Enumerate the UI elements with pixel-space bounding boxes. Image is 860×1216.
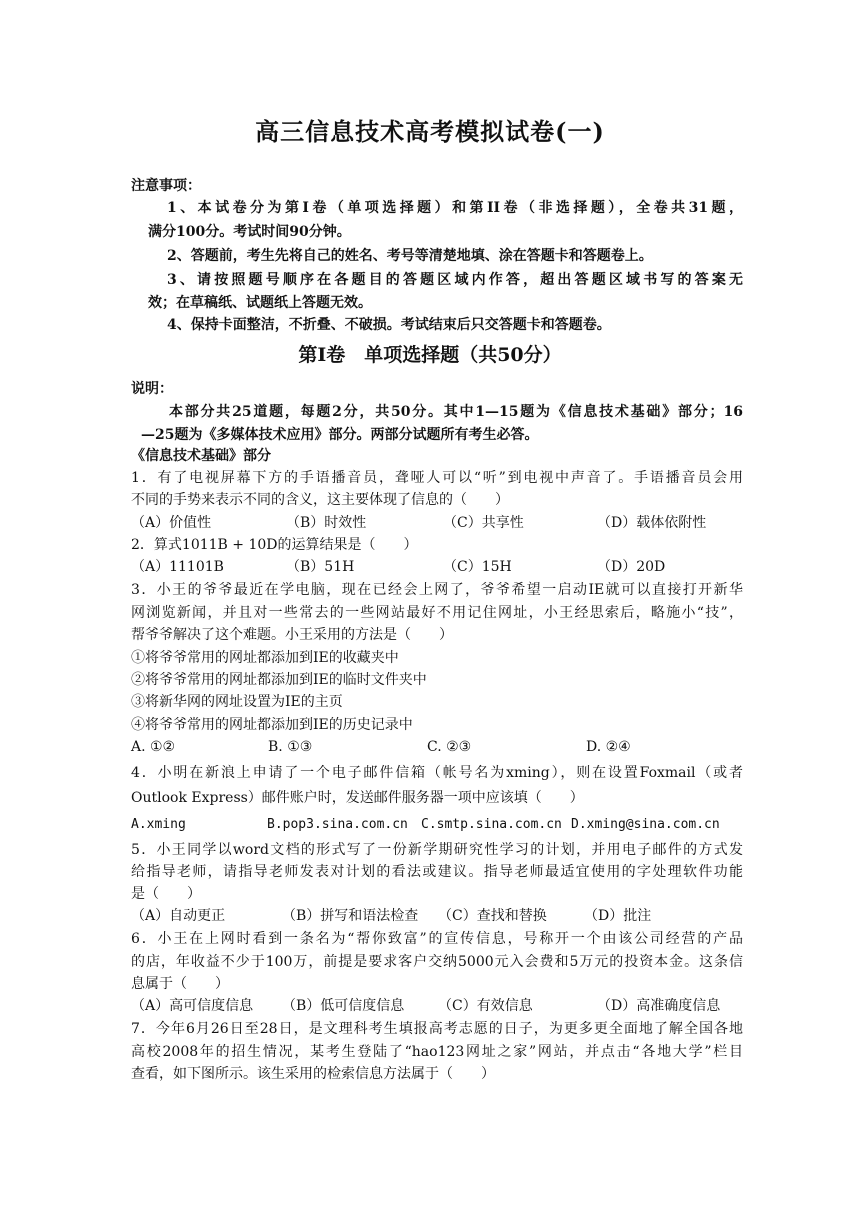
section-heading: 第Ⅰ卷 单项选择题（共50分） <box>298 344 562 366</box>
notice-item-3-line-2: 效；在草稿纸、试题纸上答题无效。 <box>148 295 372 311</box>
question-6-line-3: 息属于（ ） <box>131 976 229 992</box>
question-6-line-2: 的店，年收益不少于100万，前提是要求客户交纳5000元入会费和5万元的投资本金。这条信 <box>131 954 743 970</box>
question-4-line-1: 4．小明在新浪上申请了一个电子邮件信箱（帐号名为xming），则在设置Foxmail（或者 <box>131 765 743 781</box>
option-a[interactable]: A.xming <box>131 817 186 832</box>
explain-label: 说明： <box>131 381 173 397</box>
option-c[interactable]: （C）查找和替换 <box>438 908 547 924</box>
option-b[interactable]: （B）拼写和语法检查 <box>282 908 419 924</box>
page-title: 高三信息技术高考模拟试卷(一) <box>255 117 605 146</box>
explain-line-2: —25题为《多媒体技术应用》部分。两部分试题所有考生必答。 <box>141 427 539 443</box>
option-b[interactable]: （B）时效性 <box>286 515 367 531</box>
option-a[interactable]: A. ①② <box>131 739 176 755</box>
option-a[interactable]: （A）11101B <box>131 559 224 575</box>
option-d[interactable]: D.xming@sina.com.cn <box>571 817 720 832</box>
notice-item-1-line-1: 1、本试卷分为第Ⅰ卷（单项选择题）和第II卷（非选择题），全卷共31题， <box>167 200 743 216</box>
option-d[interactable]: （D）高准确度信息 <box>597 998 721 1014</box>
notice-item-1-line-2: 满分100分。考试时间90分钟。 <box>148 224 351 240</box>
option-d[interactable]: D. ②④ <box>586 739 631 755</box>
notice-item-3-line-1: 3、请按照题号顺序在各题目的答题区域内作答，超出答题区域书写的答案无 <box>167 272 743 288</box>
option-d[interactable]: （D）20D <box>597 559 666 575</box>
question-7-line-2: 高校2008年的招生情况，某考生登陆了“hao123网址之家”网站，并点击“各地大学”栏目 <box>131 1044 743 1060</box>
option-d[interactable]: （D）批注 <box>584 908 652 924</box>
option-b[interactable]: （B）51H <box>286 559 355 575</box>
part-label: 《信息技术基础》部分 <box>131 448 271 464</box>
explain-line-1: 本部分共25道题，每题2分，共50分。其中1—15题为《信息技术基础》部分；16 <box>169 404 743 420</box>
question-7-line-3: 查看，如下图所示。该生采用的检索信息方法属于（ ） <box>131 1066 495 1082</box>
option-c[interactable]: （C）15H <box>443 559 512 575</box>
question-3-line-3: 帮爷爷解决了这个难题。小王采用的方法是（ ） <box>131 627 453 643</box>
question-3-choice-4: ④将爷爷常用的网址都添加到IE的历史记录中 <box>131 717 413 733</box>
question-5-line-1: 5．小王同学以word文档的形式写了一份新学期研究性学习的计划，并用电子邮件的方式发 <box>131 842 743 858</box>
option-c[interactable]: （C）共享性 <box>443 515 524 531</box>
notice-item-2: 2、答题前，考生先将自己的姓名、考号等清楚地填、涂在答题卡和答题卷上。 <box>167 248 653 264</box>
option-c[interactable]: C.smtp.sina.com.cn <box>421 817 562 832</box>
option-c[interactable]: C. ②③ <box>427 739 472 755</box>
question-5-line-2: 给指导老师，请指导老师发表对计划的看法或建议。指导老师最适宜使用的字处理软件功能 <box>131 864 743 880</box>
option-a[interactable]: （A）自动更正 <box>131 908 226 924</box>
question-3-choice-1: ①将爷爷常用的网址都添加到IE的收藏夹中 <box>131 650 399 666</box>
question-5-line-3: 是（ ） <box>131 886 201 902</box>
option-a[interactable]: （A）价值性 <box>131 515 212 531</box>
option-a[interactable]: （A）高可信度信息 <box>131 998 254 1014</box>
option-b[interactable]: B. ①③ <box>268 739 313 755</box>
option-d[interactable]: （D）载体依附性 <box>597 515 707 531</box>
question-6-line-1: 6．小王在上网时看到一条名为“帮你致富”的宣传信息，号称开一个由该公司经营的产品 <box>131 931 743 947</box>
question-4-line-2: Outlook Express）邮件账户时，发送邮件服务器一项中应该填（ ） <box>131 790 584 806</box>
question-1-line-2: 不同的手势来表示不同的含义，这主要体现了信息的（ ） <box>131 492 509 508</box>
question-7-line-1: 7．今年6月26日至28日，是文理科考生填报高考志愿的日子，为更多更全面地了解全国各地 <box>131 1021 743 1037</box>
question-2-line-1: 2．算式1011B + 10D的运算结果是（ ） <box>131 537 418 553</box>
question-3-choice-2: ②将爷爷常用的网址都添加到IE的临时文件夹中 <box>131 672 427 688</box>
option-c[interactable]: （C）有效信息 <box>438 998 533 1014</box>
notice-heading: 注意事项： <box>131 178 201 194</box>
question-3-choice-3: ③将新华网的网址设置为IE的主页 <box>131 694 343 710</box>
question-1-line-1: 1．有了电视屏幕下方的手语播音员，聋哑人可以“听”到电视中声音了。手语播音员会用 <box>131 470 743 486</box>
option-b[interactable]: （B）低可信度信息 <box>282 998 405 1014</box>
notice-item-4: 4、保持卡面整洁，不折叠、不破损。考试结束后只交答题卡和答题卷。 <box>167 317 611 333</box>
question-3-line-1: 3．小王的爷爷最近在学电脑，现在已经会上网了，爷爷希望一启动IE就可以直接打开新华 <box>131 582 743 598</box>
option-b[interactable]: B.pop3.sina.com.cn <box>267 817 408 832</box>
question-3-line-2: 网浏览新闻，并且对一些常去的一些网站最好不用记住网址，小王经思索后，略施小“技”， <box>131 605 743 621</box>
